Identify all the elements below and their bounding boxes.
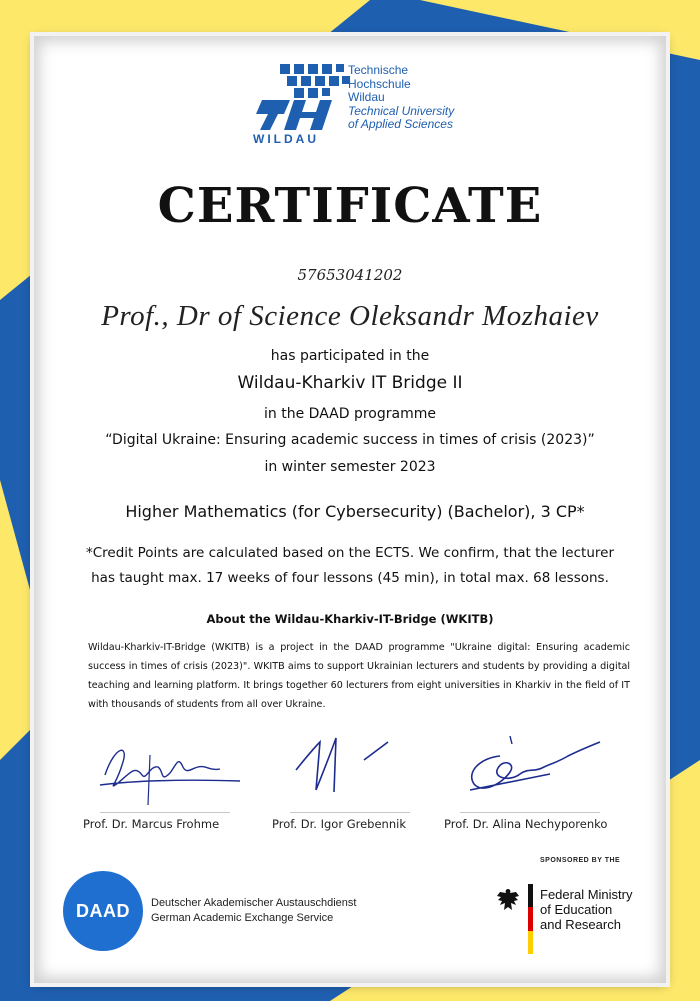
- signature-line-3: [460, 812, 600, 813]
- signature-grebennik-icon: [290, 730, 400, 810]
- sponsored-label: SPONSORED BY THE: [540, 857, 621, 864]
- daad-name-en: German Academic Exchange Service: [151, 912, 334, 924]
- logo-line-5: of Applied Sciences: [348, 117, 453, 131]
- signatory-frohme: Prof. Dr. Marcus Frohme: [83, 817, 220, 831]
- bmbf-line-1: Federal Ministry: [540, 887, 633, 902]
- logo-line-4: Technical University: [348, 103, 455, 118]
- daad-name-de: Deutscher Akademischer Austauschdienst: [151, 897, 357, 909]
- body-line-3: in the DAAD programme: [264, 406, 436, 422]
- certificate-number: 57653041202: [297, 266, 403, 284]
- signature-nechyporenko-icon: [450, 728, 610, 808]
- german-flag-bar-icon: [528, 884, 533, 954]
- recipient-name: Prof., Dr of Science Oleksandr Mozhaiev: [101, 300, 599, 332]
- logo-line-3: Wildau: [348, 90, 385, 104]
- course-title: Higher Mathematics (for Cybersecurity) (Bachelor), 3 CP*: [125, 502, 585, 521]
- signatory-nechyporenko: Prof. Dr. Alina Nechyporenko: [444, 817, 608, 831]
- about-text: Wildau-Kharkiv-IT-Bridge (WKITB) is a project in the DAAD programme "Ukraine digital: Ensuring academic success in times of crisis (2023)". WKITB aims to support Ukrainian lecturers and students by providing a digital teaching and learning platform. It brings together 60 lecturers from eight universities in Kharkiv in the field of IT with thousands of students from all over Ukraine.: [88, 642, 630, 710]
- signature-line-2: [290, 812, 410, 813]
- logo-line-1: Technische: [348, 63, 409, 77]
- credit-note-line-1: *Credit Points are calculated based on the ECTS. We confirm, that the lecturer: [86, 545, 614, 561]
- federal-eagle-icon: [494, 886, 522, 914]
- programme-name: Wildau-Kharkiv IT Bridge II: [237, 373, 463, 393]
- body-line-1: has participated in the: [270, 348, 430, 364]
- programme-title: “Digital Ukraine: Ensuring academic success in times of crisis (2023)”: [105, 432, 595, 448]
- credit-note-line-2: has taught max. 17 weeks of four lessons (45 min), in total max. 68 lessons.: [91, 570, 609, 586]
- semester: in winter semester 2023: [264, 459, 436, 475]
- logo-wordmark: WILDAU: [253, 132, 319, 146]
- daad-logo-icon: DAAD: [63, 871, 143, 951]
- about-heading: About the Wildau-Kharkiv-IT-Bridge (WKITB): [206, 612, 494, 626]
- logo-line-2: Hochschule: [348, 76, 411, 91]
- certificate-title: CERTIFICATE: [157, 178, 543, 234]
- signature-frohme-icon: [90, 735, 250, 815]
- university-name: [348, 64, 454, 132]
- bmbf-line-3: and Research: [540, 917, 621, 932]
- bmbf-line-2: of Education: [540, 902, 613, 917]
- signature-line-1: [100, 812, 230, 813]
- bmbf-name: [540, 887, 632, 932]
- daad-name: [151, 896, 356, 926]
- signatory-grebennik: Prof. Dr. Igor Grebennik: [272, 817, 406, 831]
